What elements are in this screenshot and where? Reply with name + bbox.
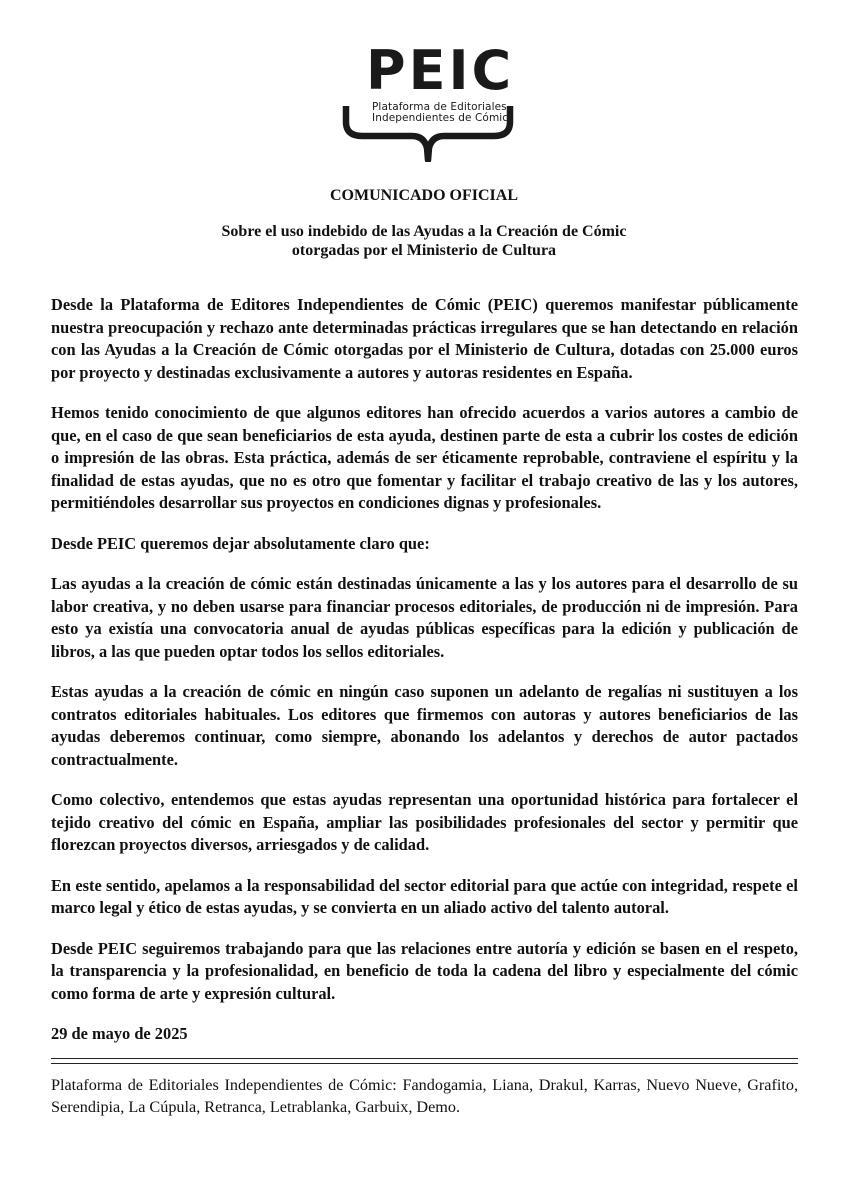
paragraph-clarification-lead: Desde PEIC queremos dejar absolutamente claro que:	[51, 533, 430, 553]
footer-divider-top	[51, 1058, 798, 1059]
peic-logo	[338, 39, 518, 162]
document-subtitle	[0, 222, 848, 260]
statement-body	[51, 294, 798, 1064]
paragraph-intro: Desde la Plataforma de Editores Independientes de Cómic (PEIC) queremos manifestar públicamente nuestra preocupación y rechazo ante determinadas prácticas irregulares que se han detectando en relación con las Ayudas a la Creación de Cómic otorgadas por el Ministerio de Cultura, dotadas con 25.000 euros por proyecto y destinadas exclusivamente a autores y autoras residentes en España.	[51, 295, 798, 382]
logo-subtitle	[372, 102, 508, 124]
paragraph-appeal: En este sentido, apelamos a la responsabilidad del sector editorial para que actúe con integridad, respete el marco legal y ético de estas ayudas, y se convierta en un aliado activo del talento autoral.	[51, 875, 798, 917]
paragraph-opportunity: Como colectivo, entendemos que estas ayudas representan una oportunidad histórica para fortalecer el tejido creativo del cómic en España, ampliar las posibilidades profesionales del sector y permitir que florezcan proyectos diversos, arriesgados y de calidad.	[51, 790, 798, 854]
footer-divider-bottom	[51, 1063, 798, 1064]
paragraph-knowledge: Hemos tenido conocimiento de que algunos editores han ofrecido acuerdos a varios autores a cambio de que, en el caso de que sean beneficiarios de esta ayuda, destinen parte de esta a cubrir los costes de edición o impresión de las obras. Esta práctica, además de ser éticamente reprobable, contraviene el espíritu y la finalidad de estas ayudas, que no es otro que fomentar y facilitar el trabajo creativo de las y los autores, permitiéndoles desarrollar sus proyectos en condiciones dignas y profesionales.	[51, 403, 798, 512]
subtitle-line-2: otorgadas por el Ministerio de Cultura	[291, 242, 557, 259]
document-date: 29 de mayo de 2025	[51, 1024, 188, 1043]
document-title: COMUNICADO OFICIAL	[330, 187, 518, 204]
paragraph-commitment: Desde PEIC seguiremos trabajando para que las relaciones entre autoría y edición se basen en el respeto, la transparencia y la profesionalidad, en beneficio de toda la cadena del libro y especialmente del cómic como forma de arte y expresión cultural.	[51, 938, 798, 1003]
paragraph-royalties: Estas ayudas a la creación de cómic en ningún caso suponen un adelanto de regalías ni sustituyen a los contratos editoriales habituales. Los editores que firmemos con autoras y autores beneficiarios de las ayudas deberemos continuar, como siempre, abonando los adelantos y derechos de autor pactados contractualmente.	[51, 682, 798, 769]
logo-wordmark: PEIC	[366, 39, 515, 102]
subtitle-line-1: Sobre el uso indebido de las Ayudas a la Creación de Cómic	[221, 223, 627, 240]
logo-subtitle-line-2: Independientes de Cómic	[372, 112, 509, 124]
logo-subtitle-line-1: Plataforma de Editoriales	[372, 101, 507, 113]
paragraph-purpose: Las ayudas a la creación de cómic están destinadas únicamente a las y los autores para el desarrollo de su labor creativa, y no deben usarse para financiar procesos editoriales, de producción ni de impresión. Para esto ya existía una convocatoria anual de ayudas públicas específicas para la edición y publicación de libros, a las que pueden optar todos los sellos editoriales.	[51, 574, 798, 661]
footer-members: Plataforma de Editoriales Independientes de Cómic: Fandogamia, Liana, Drakul, Karras, Nuevo Nueve, Grafito, Serendipia, La Cúpula, Retranca, Letrablanka, Garbuix, Demo.	[51, 1076, 798, 1116]
